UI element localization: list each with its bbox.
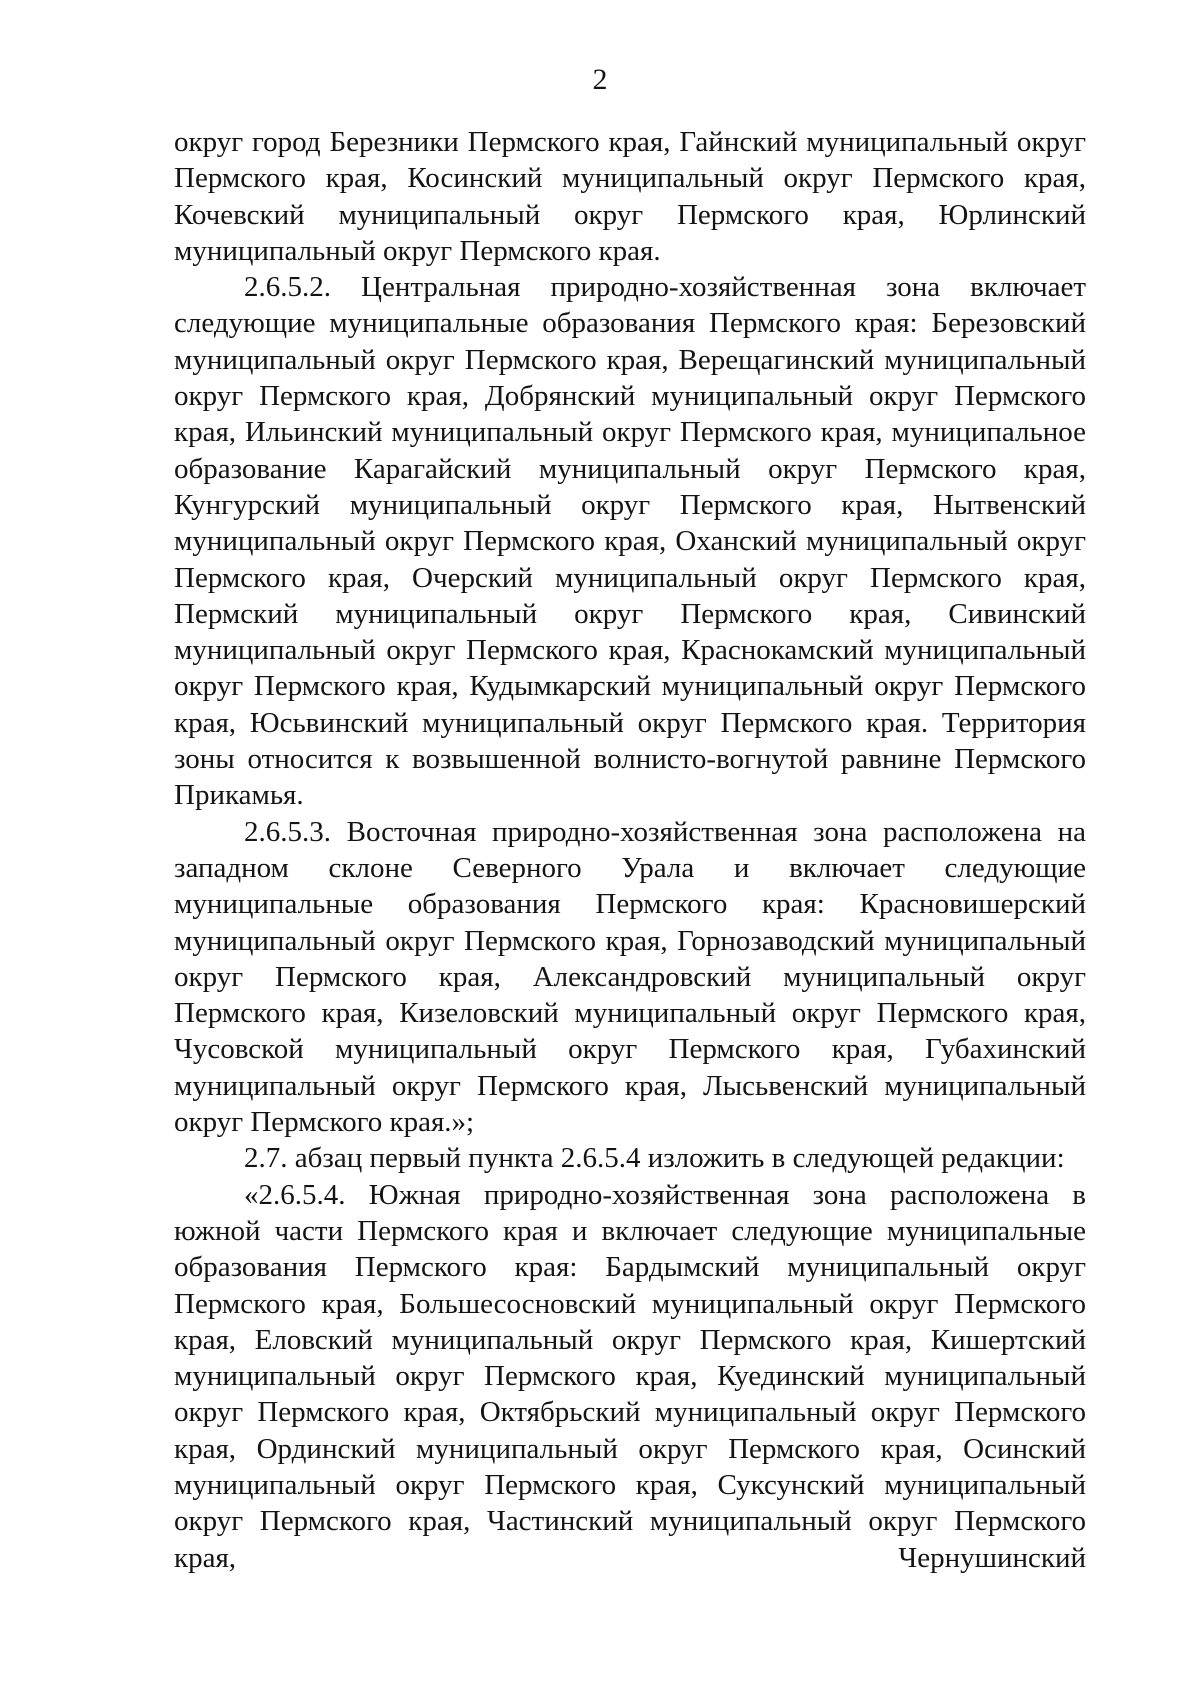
paragraph-southern-zone: «2.6.5.4. Южная природно-хозяйственная зона расположена в южной части Пермского края и включает следующие муниципальные образования Пермского края: Бардымский муниципальный округ Пермского края, Большесосновский муниципальный округ Пермского края, Еловский муниципальный округ Пермского края, Кишертский муниципальный округ Пермского края, Куединский муниципальный округ Пермского края, Октябрьский муниципальный округ Пермского края, Ординский муниципальный округ Пермского края, Осинский муниципальный округ Пермского края, Суксунский муниципальный округ Пермского края, Частинский муниципальный округ Пермского края, Чернушинский (174, 1178, 1086, 1574)
document-body (174, 124, 1086, 1576)
paragraph-continuation: округ город Березники Пермского края, Гайнский муниципальный округ Пермского края, Косинский муниципальный округ Пермского края, Кочевский муниципальный округ Пермского края, Юрлинский муниципальный округ Пермского края. (174, 126, 1086, 267)
paragraph-eastern-zone: 2.6.5.3. Восточная природно-хозяйственная зона расположена на западном склоне Северного Урала и включает следующие муниципальные образования Пермского края: Красновишерский муниципальный округ Пермского края, Горнозаводский муниципальный округ Пермского края, Александровский муниципальный округ Пермского края, Кизеловский муниципальный округ Пермского края, Чусовской муниципальный округ Пермского края, Губахинский муниципальный округ Пермского края, Лысьвенский муниципальный округ Пермского края.»; (174, 815, 1086, 1139)
page-number: 2 (592, 63, 608, 96)
paragraph-central-zone: 2.6.5.2. Центральная природно-хозяйственная зона включает следующие муниципальные образования Пермского края: Березовский муниципальный округ Пермского края, Верещагинский муниципальный округ Пермского края, Добрянский муниципальный округ Пермского края, Ильинский муниципальный округ Пермского края, муниципальное образование Карагайский муниципальный округ Пермского края, Кунгурский муниципальный округ Пермского края, Нытвенский муниципальный округ Пермского края, Оханский муниципальный округ Пермского края, Очерский муниципальный округ Пермского края, Пермский муниципальный округ Пермского края, Сивинский муниципальный округ Пермского края, Краснокамский муниципальный округ Пермского края, Кудымкарский муниципальный округ Пермского края, Юсьвинский муниципальный округ Пермского края. Территория зоны относится к возвышенной волнисто-вогнутой равнине Пермского Прикамья. (174, 271, 1086, 812)
paragraph-amendment: 2.7. абзац первый пункта 2.6.5.4 изложить в следующей редакции: (244, 1142, 1065, 1175)
